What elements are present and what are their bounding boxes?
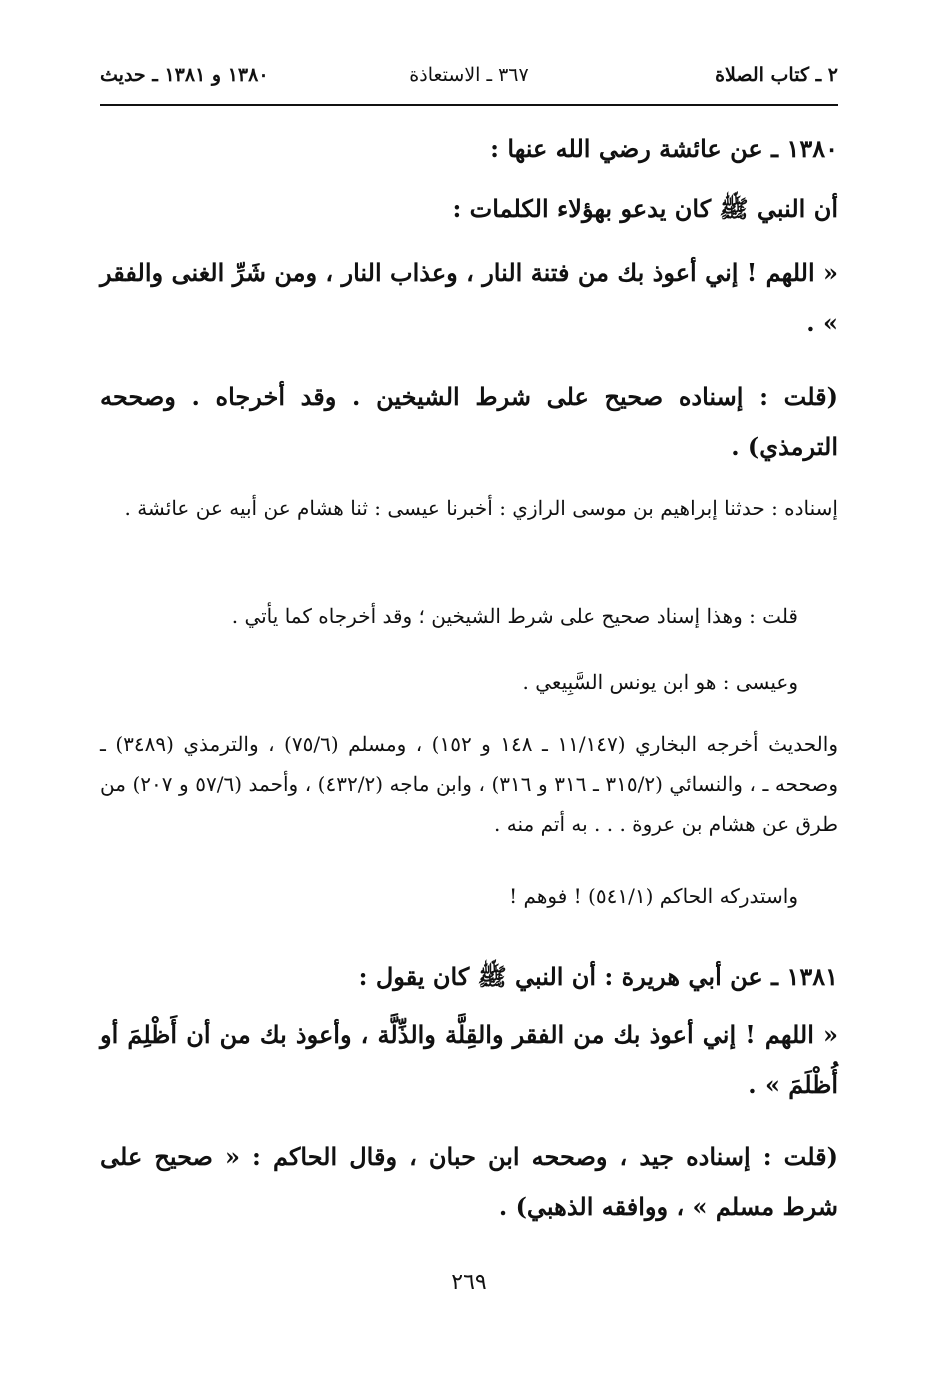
header-chapter: ٢ ـ كتاب الصلاة [715, 64, 838, 86]
hadith-1381-text: « اللهم ! إني أعوذ بك من الفقر والقِلَّة والذِّلَّة ، وأعوذ بك من أن أَظْلِمَ أو أُظْلَمَ » . [100, 1020, 838, 1099]
running-header [100, 64, 838, 96]
hadith-1380-title: ١٣٨٠ ـ عن عائشة رضي الله عنها : [490, 134, 838, 163]
hadith-1380-note-3: واستدركه الحاكم (٥٤١/١) ! فوهم ! [509, 884, 798, 908]
hadith-1381-verdict: (قلت : إسناده جيد ، وصححه ابن حبان ، وقال الحاكم : « صحيح على شرط مسلم » ، ووافقه الذهبي) . [100, 1142, 838, 1221]
hadith-1380-isnad: إسناده : حدثنا إبراهيم بن موسى الرازي : أخبرنا عيسى : ثنا هشام عن أبيه عن عائشة . [124, 496, 838, 520]
header-section: ٣٦٧ ـ الاستعاذة [409, 64, 529, 86]
page-number: ٢٦٩ [451, 1270, 487, 1295]
hadith-1380-verdict: (قلت : إسناده صحيح على شرط الشيخين . وقد أخرجاه . وصححه الترمذي) . [100, 382, 838, 461]
header-divider [100, 104, 838, 106]
hadith-1380-note-2: وعيسى : هو ابن يونس السَّبِيعي . [522, 670, 798, 694]
hadith-1380-note-1: قلت : وهذا إسناد صحيح على شرط الشيخين ؛ وقد أخرجاه كما يأتي . [231, 604, 798, 628]
hadith-1380-intro: أن النبي ﷺ كان يدعو بهؤلاء الكلمات : [452, 194, 838, 223]
hadith-1381-title: ١٣٨١ ـ عن أبي هريرة : أن النبي ﷺ كان يقول : [358, 962, 838, 991]
hadith-1380-text: « اللهم ! إني أعوذ بك من فتنة النار ، وعذاب النار ، ومن شَرِّ الغنى والفقر » . [100, 258, 838, 337]
hadith-1380-takhrij: والحديث أخرجه البخاري (١١/١٤٧ ـ ١٤٨ و ١٥٢) ، ومسلم (٧٥/٦) ، والترمذي (٣٤٨٩) ـ وصححه ـ ، والنسائي (٣١٥/٢ ـ ٣١٦ و ٣١٦) ، وابن ماجه (٤٣٢/٢) ، وأحمد (٥٧/٦ و ٢٠٧) من طرق عن هشام بن عروة . . . به أتم منه . [100, 732, 839, 836]
document-page [100, 0, 838, 1373]
header-hadith-range: ١٣٨٠ و ١٣٨١ ـ حديث [100, 64, 269, 86]
